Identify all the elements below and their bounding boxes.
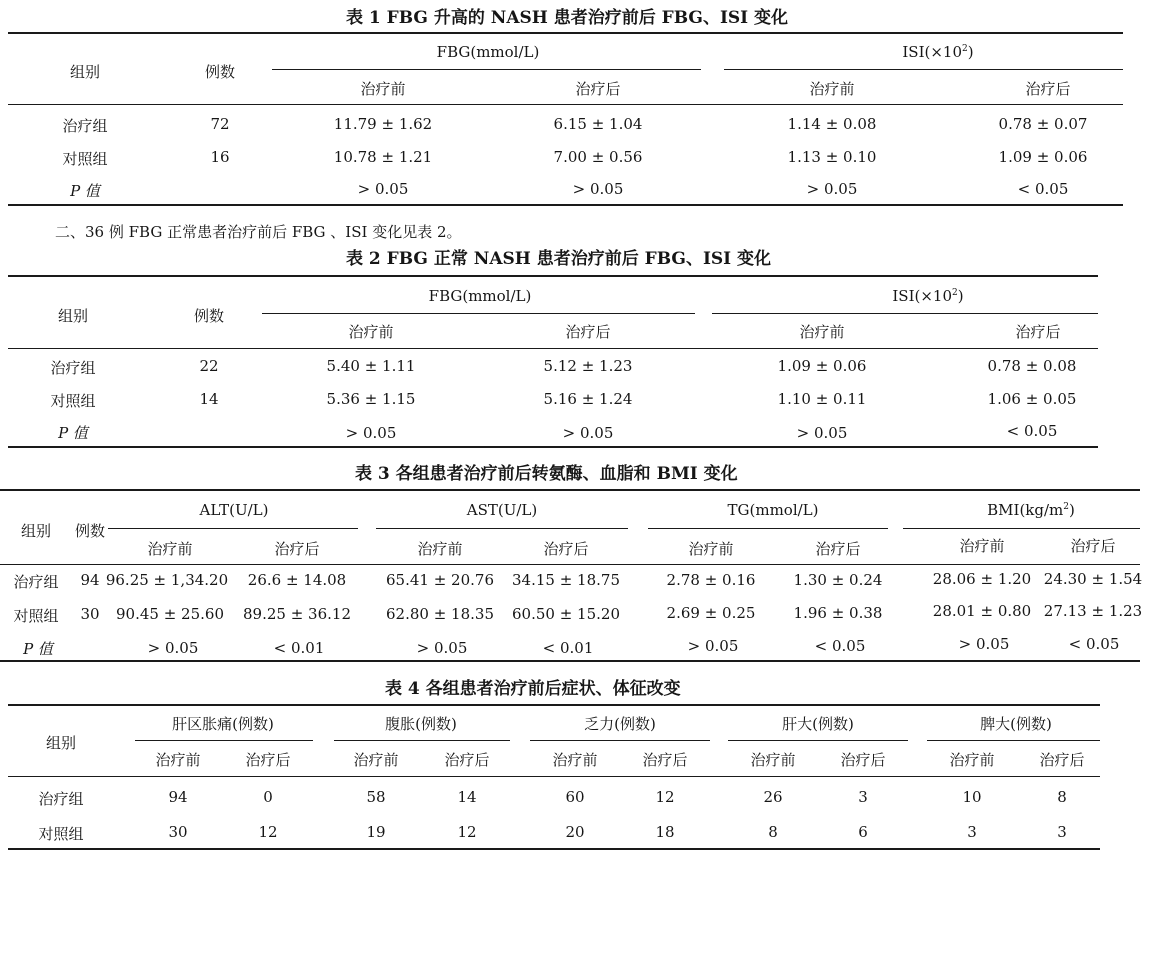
table-3-header-after: 治疗后	[1070, 537, 1116, 555]
row-count: 30	[80, 605, 100, 623]
cell-isi-before: 1.14 ± 0.08	[787, 115, 877, 133]
p-value-label: P 值	[23, 640, 53, 658]
cell-fatigue-after: 18	[655, 823, 675, 841]
cell-ast-before: 65.41 ± 20.76	[386, 571, 494, 589]
cell-bloat-before: 19	[366, 823, 386, 841]
table-1-header-after: 治疗后	[1025, 80, 1071, 98]
table-1-header-fbg: FBG(mmol/L)	[436, 43, 540, 61]
table-4-header-after: 治疗后	[245, 751, 291, 769]
cell-bmi-before: 28.01 ± 0.80	[932, 602, 1032, 620]
p-isi-before: > 0.05	[796, 424, 848, 442]
cell-fbg-after: 5.12 ± 1.23	[543, 357, 633, 375]
cell-isi-after: 1.09 ± 0.06	[998, 148, 1088, 166]
table-3-header-group: 组别	[20, 522, 52, 540]
table-1-header-before: 治疗前	[360, 80, 406, 98]
table-3-ast-rule	[376, 528, 628, 529]
table-4-caption: 表 4 各组患者治疗前后症状、体征改变	[385, 679, 681, 699]
table-3-header-before: 治疗前	[959, 537, 1005, 555]
table-2-fbg-rule	[262, 313, 695, 314]
table-2-header-before: 治疗前	[348, 323, 394, 341]
table-4-header-spleen: 脾大(例数)	[980, 715, 1052, 733]
table-1-header-count: 例数	[204, 63, 236, 81]
table-4-header-after: 治疗后	[1039, 751, 1085, 769]
table-2-top-rule	[8, 275, 1098, 277]
table-2-caption: 表 2 FBG 正常 NASH 患者治疗前后 FBG、ISI 变化	[346, 249, 772, 269]
cell-tg-before: 2.78 ± 0.16	[666, 571, 756, 589]
cell-fbg-before: 11.79 ± 1.62	[333, 115, 433, 133]
p-fbg-before: > 0.05	[345, 424, 397, 442]
cell-tg-after: 1.96 ± 0.38	[793, 604, 883, 622]
cell-liver-before: 26	[763, 788, 783, 806]
table-3-header-rule	[0, 564, 1140, 565]
cell-pain-before: 94	[168, 788, 188, 806]
cell-tg-before: 2.69 ± 0.25	[666, 604, 756, 622]
cell-bmi-after: 24.30 ± 1.54	[1043, 570, 1143, 588]
cell-fatigue-before: 60	[565, 788, 585, 806]
cell-tg-after: 1.30 ± 0.24	[793, 571, 883, 589]
cell-ast-before: 62.80 ± 18.35	[386, 605, 494, 623]
cell-bmi-before: 28.06 ± 1.20	[932, 570, 1032, 588]
row-group: 对照组	[50, 392, 96, 410]
table-3-header-before: 治疗前	[147, 540, 193, 558]
table-4-header-rule	[8, 776, 1100, 777]
table-4-top-rule	[8, 704, 1100, 706]
p-ast-after: < 0.01	[542, 639, 594, 657]
table-4-fatigue-rule	[530, 740, 710, 741]
cell-spleen-before: 3	[967, 823, 977, 841]
cell-bmi-after: 27.13 ± 1.23	[1043, 602, 1143, 620]
table-3-header-after: 治疗后	[543, 540, 589, 558]
cell-isi-after: 0.78 ± 0.07	[998, 115, 1088, 133]
table-4-header-before: 治疗前	[750, 751, 796, 769]
cell-liver-after: 6	[858, 823, 868, 841]
p-fbg-after: > 0.05	[572, 180, 624, 198]
table-1-bottom-rule	[8, 204, 1123, 206]
body-paragraph: 二、36 例 FBG 正常患者治疗前后 FBG 、ISI 变化见表 2。	[55, 223, 462, 241]
table-2-isi-rule	[712, 313, 1098, 314]
cell-fbg-before: 10.78 ± 1.21	[333, 148, 433, 166]
p-bmi-after: < 0.05	[1068, 635, 1120, 653]
cell-isi-before: 1.13 ± 0.10	[787, 148, 877, 166]
table-3-header-before: 治疗前	[688, 540, 734, 558]
table-4-header-after: 治疗后	[444, 751, 490, 769]
table-4-header-pain: 肝区胀痛(例数)	[172, 715, 274, 733]
table-1-header-rule	[8, 104, 1123, 105]
p-fbg-after: > 0.05	[562, 424, 614, 442]
table-2-header-rule	[8, 348, 1098, 349]
cell-spleen-after: 8	[1057, 788, 1067, 806]
table-3-bmi-rule	[903, 528, 1140, 529]
table-3-alt-rule	[108, 528, 358, 529]
p-isi-after: < 0.05	[1006, 422, 1058, 440]
table-4-header-before: 治疗前	[949, 751, 995, 769]
table-4-spleen-rule	[927, 740, 1100, 741]
p-value-label: P 值	[70, 182, 100, 200]
cell-ast-after: 60.50 ± 15.20	[512, 605, 620, 623]
table-2-header-count: 例数	[193, 307, 225, 325]
table-1-isi-rule	[724, 69, 1123, 70]
table-1-caption: 表 1 FBG 升高的 NASH 患者治疗前后 FBG、ISI 变化	[346, 8, 789, 28]
p-fbg-before: > 0.05	[357, 180, 409, 198]
table-3-tg-rule	[648, 528, 888, 529]
table-4-header-after: 治疗后	[642, 751, 688, 769]
cell-bloat-after: 12	[457, 823, 477, 841]
cell-fbg-before: 5.40 ± 1.11	[326, 357, 416, 375]
table-4-liver-rule	[728, 740, 908, 741]
table-3-header-count: 例数	[74, 522, 106, 540]
p-bmi-before: > 0.05	[958, 635, 1010, 653]
table-3-bottom-rule	[0, 660, 1140, 662]
cell-isi-after: 1.06 ± 0.05	[987, 390, 1077, 408]
cell-bloat-after: 14	[457, 788, 477, 806]
cell-isi-after: 0.78 ± 0.08	[987, 357, 1077, 375]
table-4-header-after: 治疗后	[840, 751, 886, 769]
table-3-caption: 表 3 各组患者治疗前后转氨酶、血脂和 BMI 变化	[355, 464, 738, 484]
table-4-header-group: 组别	[45, 734, 77, 752]
p-value-label: P 值	[58, 424, 88, 442]
table-1-top-rule	[8, 32, 1123, 34]
table-2-header-group: 组别	[57, 307, 89, 325]
cell-liver-after: 3	[858, 788, 868, 806]
table-2-header-after: 治疗后	[1015, 323, 1061, 341]
table-3-header-alt: ALT(U/L)	[199, 501, 269, 519]
row-group: 对照组	[38, 825, 84, 843]
row-count: 22	[199, 357, 219, 375]
cell-fbg-before: 5.36 ± 1.15	[326, 390, 416, 408]
cell-alt-before: 90.45 ± 25.60	[116, 605, 224, 623]
row-group: 治疗组	[50, 359, 96, 377]
p-ast-before: > 0.05	[416, 639, 468, 657]
p-isi-after: < 0.05	[1017, 180, 1069, 198]
p-tg-before: > 0.05	[687, 637, 739, 655]
row-group: 对照组	[13, 607, 59, 625]
cell-fbg-after: 6.15 ± 1.04	[553, 115, 643, 133]
row-group: 治疗组	[38, 790, 84, 808]
row-count: 14	[199, 390, 219, 408]
row-count: 16	[210, 148, 230, 166]
table-3-header-ast: AST(U/L)	[466, 501, 538, 519]
table-3-top-rule	[0, 489, 1140, 491]
table-1-header-group: 组别	[69, 63, 101, 81]
p-alt-before: > 0.05	[147, 639, 199, 657]
cell-pain-before: 30	[168, 823, 188, 841]
table-4-header-liver: 肝大(例数)	[782, 715, 854, 733]
table-1-header-isi: $ISI(\times 10^2)$	[902, 43, 974, 61]
table-2-header-before: 治疗前	[799, 323, 845, 341]
table-1-fbg-rule	[272, 69, 701, 70]
table-1-header-before: 治疗前	[809, 80, 855, 98]
table-2-header-isi: $ISI(\times 10^2)$	[892, 287, 964, 305]
cell-fbg-after: 7.00 ± 0.56	[553, 148, 643, 166]
table-3-header-after: 治疗后	[815, 540, 861, 558]
table-3-header-tg: TG(mmol/L)	[727, 501, 819, 519]
cell-isi-before: 1.09 ± 0.06	[777, 357, 867, 375]
p-tg-after: < 0.05	[814, 637, 866, 655]
row-group: 治疗组	[62, 117, 108, 135]
row-count: 72	[210, 115, 230, 133]
table-4-header-before: 治疗前	[353, 751, 399, 769]
cell-ast-after: 34.15 ± 18.75	[512, 571, 620, 589]
table-4-bottom-rule	[8, 848, 1100, 850]
table-2-bottom-rule	[8, 446, 1098, 448]
cell-alt-before: 96.25 ± 1,34.20	[105, 571, 229, 589]
table-4-header-before: 治疗前	[155, 751, 201, 769]
table-4-header-before: 治疗前	[552, 751, 598, 769]
table-4-header-fatigue: 乏力(例数)	[584, 715, 656, 733]
table-4-header-bloat: 腹胀(例数)	[385, 715, 457, 733]
table-3-header-before: 治疗前	[417, 540, 463, 558]
cell-alt-after: 26.6 ± 14.08	[247, 571, 347, 589]
cell-bloat-before: 58	[366, 788, 386, 806]
row-group: 对照组	[62, 150, 108, 168]
row-count: 94	[80, 571, 100, 589]
table-4-bloat-rule	[334, 740, 510, 741]
cell-fatigue-after: 12	[655, 788, 675, 806]
cell-fatigue-before: 20	[565, 823, 585, 841]
row-group: 治疗组	[13, 573, 59, 591]
p-isi-before: > 0.05	[806, 180, 858, 198]
p-alt-after: < 0.01	[273, 639, 325, 657]
table-3-header-bmi: $BMI(kg/m^2)$	[987, 501, 1075, 519]
table-1-header-after: 治疗后	[575, 80, 621, 98]
table-2-header-after: 治疗后	[565, 323, 611, 341]
table-2-header-fbg: FBG(mmol/L)	[428, 287, 532, 305]
cell-isi-before: 1.10 ± 0.11	[777, 390, 867, 408]
cell-fbg-after: 5.16 ± 1.24	[543, 390, 633, 408]
cell-spleen-after: 3	[1057, 823, 1067, 841]
cell-pain-after: 0	[263, 788, 273, 806]
cell-alt-after: 89.25 ± 36.12	[243, 605, 351, 623]
table-4-pain-rule	[135, 740, 313, 741]
cell-spleen-before: 10	[962, 788, 982, 806]
cell-liver-before: 8	[768, 823, 778, 841]
table-3-header-after: 治疗后	[274, 540, 320, 558]
cell-pain-after: 12	[258, 823, 278, 841]
